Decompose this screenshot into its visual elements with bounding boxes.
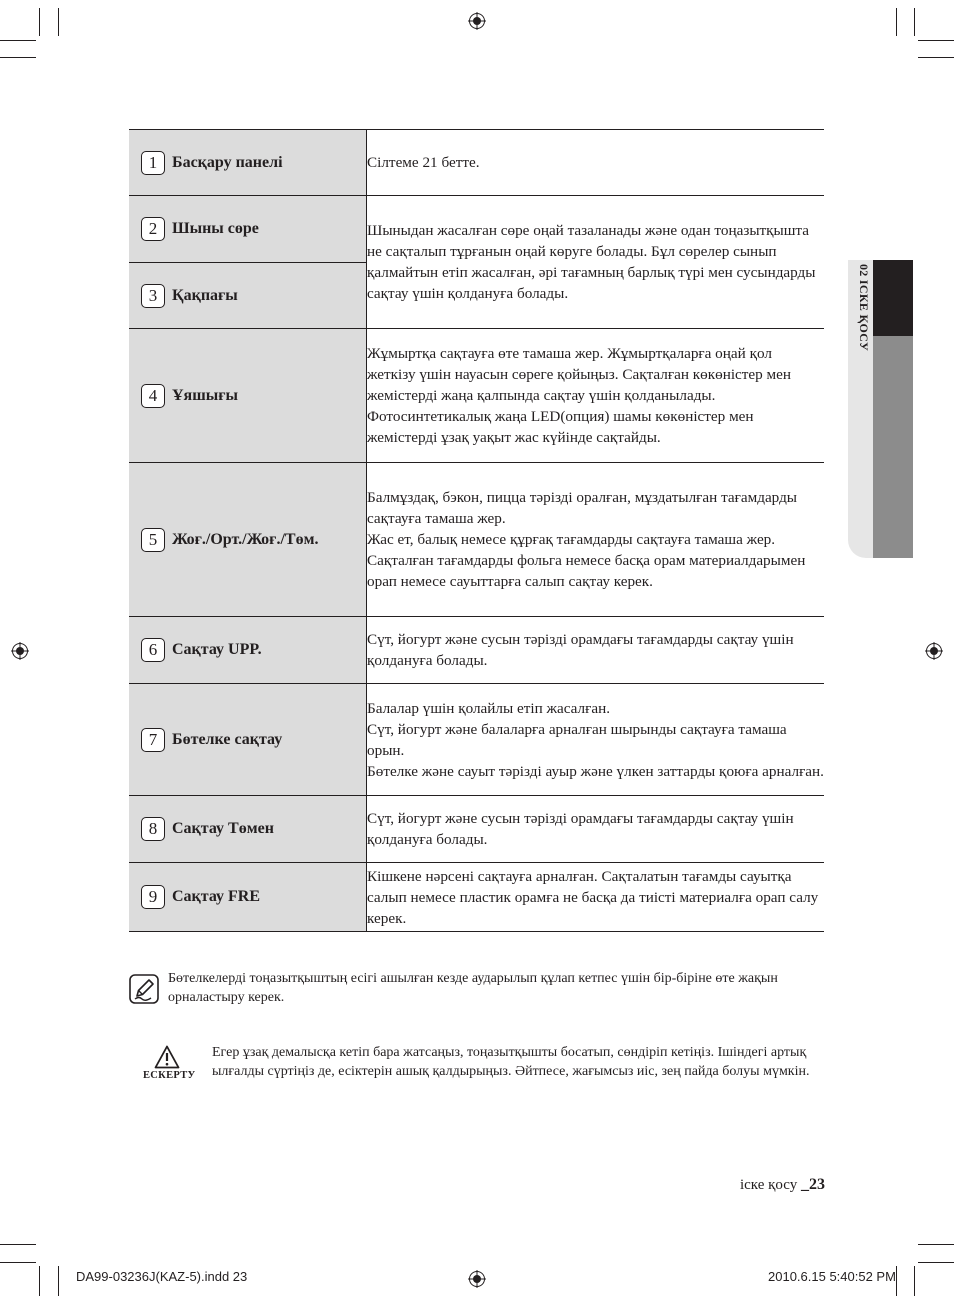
crop-mark [918,57,954,58]
part-label: Сақтау UPP. [172,641,262,658]
part-description: Кішкене нәрсені сақтауға арналған. Сақталатын тағамды сауытқа салып немесе пластик орамға не басқа да тиісті материалға орап салу керек. [367,867,819,927]
part-name-cell [129,863,367,932]
part-number-badge: 3 [141,284,165,308]
table-row [129,796,824,863]
crop-mark [0,40,36,41]
crop-mark [918,1244,954,1245]
part-description: Сүт, йогурт және сусын тәрізді орамдағы тағамдарды сақтау үшін қолдануға болады. [367,796,825,863]
note-pencil-icon [129,974,159,1004]
crop-mark [0,1262,36,1263]
part-label: Бөтелке сақтау [172,730,283,748]
table-row [129,463,824,617]
crop-mark [39,1266,40,1296]
part-label: Ұяшығы [172,386,238,404]
crop-mark [896,1266,897,1296]
registration-mark-icon [11,642,29,660]
part-name-cell [129,263,367,329]
parts-table [129,129,824,932]
registration-mark-icon [468,1270,486,1288]
part-number-badge: 2 [141,217,165,241]
part-label: Сақтау FRE [172,888,261,905]
chapter-tab-strip [873,336,913,558]
crop-mark [914,1266,915,1296]
table-row [129,130,824,196]
table-row [129,863,824,932]
part-description: Сүт, йогурт және сусын тәрізді орамдағы тағамдарды сақтау үшін қолдануға болады. [367,617,825,684]
part-description: Балмұздақ, бэкон, пицца тәрізді оралған, мұздатылған тағамдарды сақтауға тамаша жер. Жас ет, балық немесе құрғақ тағамдарды сақтауға тамаша жер. Сақталған тағамдарды фольга немесе басқа орам материалдарымен орап немесе сауыттарға салып сақтау керек. [367,463,825,617]
crop-mark [896,8,897,36]
crop-mark [918,1262,954,1263]
part-number-badge: 8 [141,817,165,841]
crop-mark [0,57,36,58]
crop-mark [39,8,40,36]
part-description: Жұмыртқа сақтауға өте тамаша жер. Жұмыртқаларға оңай қол жеткізу үшін науасын сөреге қойыңыз. Сақталған көкөністер мен жемістерді жаңа қалпында сақтау үшін қолданылады. Фотосинтетикалық жаңа LED(опция) шамы көкөністер мен жемістерді ұзақ уақыт жас күйінде сақтайды. [367,329,825,463]
part-name-cell [129,329,367,463]
part-number-badge: 5 [141,528,165,552]
page-number: _23 [801,1176,825,1193]
registration-mark-icon [468,12,486,30]
part-number-badge: 6 [141,638,165,662]
part-label: Басқару панелі [172,153,283,171]
part-name-cell [129,463,367,617]
caution-box [140,1043,830,1103]
crop-mark [58,1266,59,1296]
warning-triangle-icon [154,1045,180,1069]
registration-mark-icon [925,642,943,660]
part-name-cell [129,617,367,684]
crop-mark [918,40,954,41]
part-description: Сілтеме 21 бетте. [367,130,825,196]
print-slug-timestamp: 2010.6.15 5:40:52 PM [768,1269,896,1284]
table-row [129,617,824,684]
chapter-tab-label: 02 ІСКЕ ҚОСУ [857,264,871,352]
part-description: Шыныдан жасалған сөре оңай тазаланады және одан тоңазытқышта не сақталып тұрғанын оңай көруге болады. Бұл сөрелер сынып қалмайтын етіп жасалған, әрі тағамның барлық түрі мен сусындарды сақтау үшін қолдануға болады. [367,196,825,329]
part-number-badge: 9 [141,885,165,909]
crop-mark [914,8,915,36]
part-name-cell [129,684,367,796]
print-slug-file: DA99-03236J(KAZ-5).indd 23 [76,1269,248,1284]
part-name-cell [129,796,367,863]
note-box [129,969,829,1019]
footer-section: іске қосу [739,1177,798,1193]
crop-mark [0,1244,36,1245]
part-label: Шыны сөре [172,220,259,237]
part-number-badge: 1 [141,151,165,175]
part-number-badge: 7 [141,728,165,752]
part-name-cell [129,130,367,196]
part-label: Жоғ./Орт./Жоғ./Төм. [172,530,319,548]
part-description: Балалар үшін қолайлы етіп жасалған. Сүт, йогурт және балаларға арналған шырынды сақтауға тамаша орын. Бөтелке және сауыт тәрізді ауыр және үлкен заттарды қоюға арналған. [367,684,825,796]
chapter-tab-marker [873,260,913,336]
table-row [129,196,824,263]
part-name-cell [129,196,367,263]
table-row [129,684,824,796]
page-footer [600,1176,825,1194]
caution-text: Егер ұзақ демалысқа кетіп бара жатсаңыз, тоңазытқышты босатып, сөндіріп кетіңіз. Ішіндегі артық ылғалды сүртіңіз де, есіктерін ашық қалдырыңыз. Әйтпесе, жағымсыз иіс, зең пайда болуы мүмкін. [212,1045,810,1079]
table-row [129,329,824,463]
caution-label: ЕСКЕРТУ [143,1070,196,1081]
note-text: Бөтелкелерді тоңазытқыштың есігі ашылған кезде аударылып құлап кетпес үшін бір-біріне өте жақын орналастыру керек. [168,971,778,1005]
part-label: Қақпағы [172,286,238,304]
crop-mark [58,8,59,36]
part-number-badge: 4 [141,384,165,408]
part-label: Сақтау Төмен [172,820,274,837]
